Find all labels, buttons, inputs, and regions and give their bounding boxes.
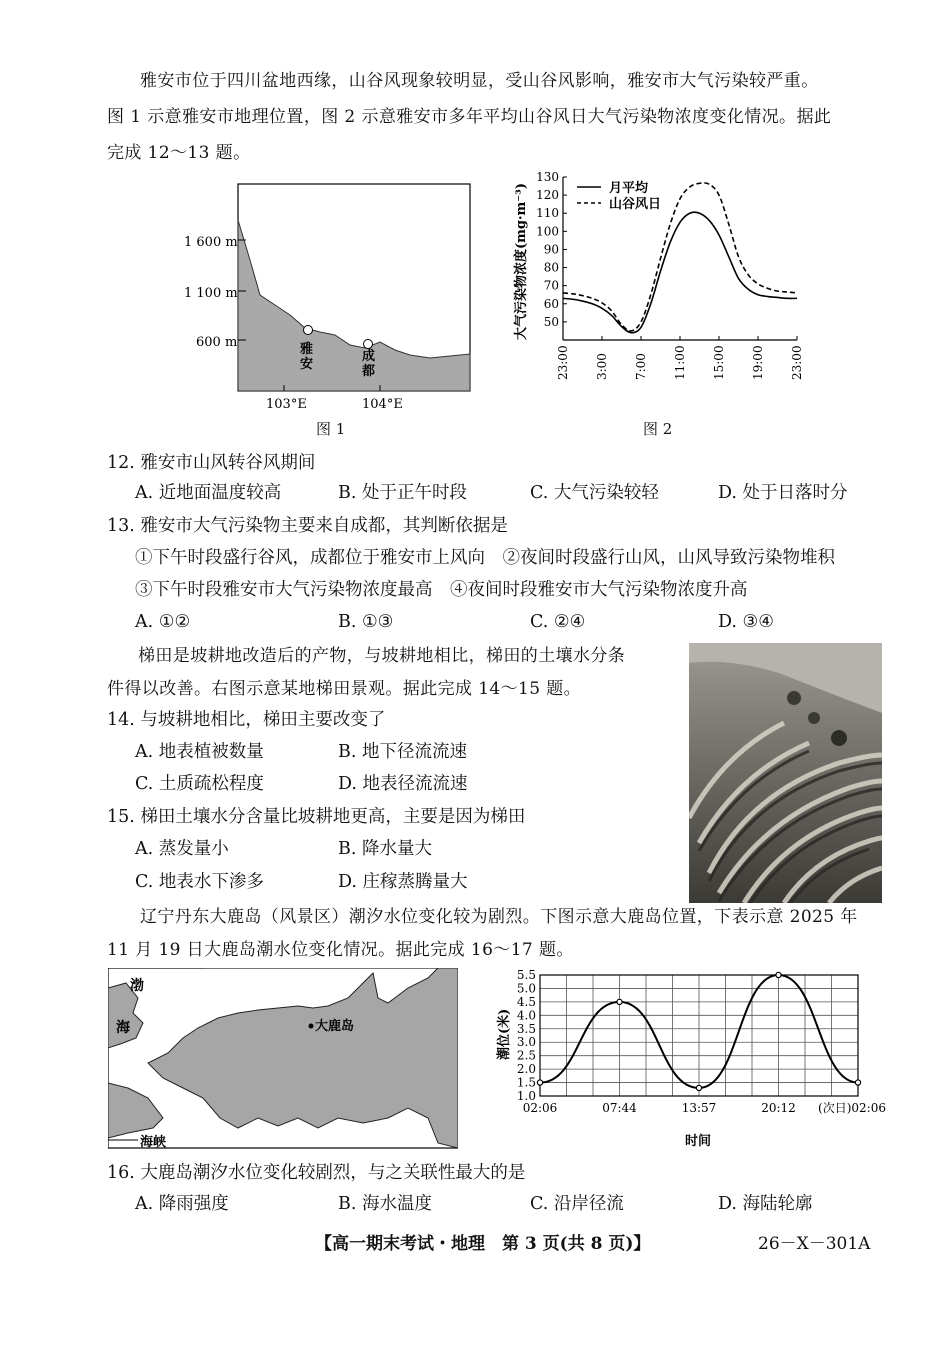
fig2-y-tick-label: 100 xyxy=(536,224,559,239)
chengdu-marker xyxy=(364,340,373,349)
fig2-x-tick-label: 15:00 xyxy=(712,345,726,380)
dalu-island-dot xyxy=(309,1024,314,1029)
y-label-1100: 1 100 m xyxy=(184,286,238,301)
tide-y-tick-label: 4.5 xyxy=(516,994,536,1009)
legend-monthly: 月平均 xyxy=(609,181,649,196)
q14-stem: 14. 与坡耕地相比，梯田主要改变了 xyxy=(107,710,386,730)
q13-option-c[interactable]: C. ②④ xyxy=(530,612,586,632)
figure1-terrain-profile xyxy=(180,180,480,415)
chengdu-label-1: 成 xyxy=(362,349,376,364)
tide-y-tick-label: 5.5 xyxy=(516,968,536,982)
terrace-illustration xyxy=(689,643,882,903)
intro1-line2: 图 1 示意雅安市地理位置，图 2 示意雅安市多年平均山谷风日大气污染物浓度变化情况。据此 xyxy=(107,107,832,127)
fig2-y-axis-label: 大气污染物浓度(mg·m⁻³) xyxy=(514,183,529,340)
fig2-y-tick-label: 90 xyxy=(543,242,559,257)
q13-option-b[interactable]: B. ①③ xyxy=(338,612,394,632)
tide-y-tick-label: 4.0 xyxy=(516,1008,536,1023)
intro2-line1: 梯田是坡耕地改造后的产物，与坡耕地相比，梯田的土壤水分条 xyxy=(138,646,626,666)
intro2-line2: 件得以改善。右图示意某地梯田景观。据此完成 14～15 题。 xyxy=(107,679,582,699)
q12-stem: 12. 雅安市山风转谷风期间 xyxy=(107,453,316,473)
legend-valley: 山谷风日 xyxy=(609,197,662,212)
footer-page-info: 【高一期末考试・地理 第 3 页(共 8 页)】 xyxy=(315,1234,651,1254)
tide-x-axis-label: 时间 xyxy=(685,1134,712,1149)
y-label-600: 600 m xyxy=(196,335,238,350)
figure2-pollution-chart xyxy=(505,165,815,415)
terrace-photo xyxy=(689,643,882,903)
map-label-strait: 海峡 xyxy=(140,1135,167,1150)
terrain-area xyxy=(238,220,470,391)
intro1-line1: 雅安市位于四川盆地西缘，山谷风现象较明显，受山谷风影响，雅安市大气污染较严重。 xyxy=(140,71,819,91)
q16-option-d[interactable]: D. 海陆轮廓 xyxy=(718,1194,813,1214)
tide-y-tick-label: 3.0 xyxy=(516,1035,536,1050)
q14-option-c[interactable]: C. 土质疏松程度 xyxy=(135,774,264,794)
tide-point xyxy=(855,1080,860,1085)
dalu-island-map xyxy=(108,968,458,1151)
tide-y-tick-label: 2.5 xyxy=(516,1048,536,1063)
map-label-island: 大鹿岛 xyxy=(315,1019,355,1034)
fig2-x-tick-label: 23:00 xyxy=(790,345,804,380)
fig2-y-tick-label: 110 xyxy=(536,206,559,221)
fig2-y-tick-label: 70 xyxy=(543,278,559,293)
q13-item-line1: ①下午时段盛行谷风，成都位于雅安市上风向 ②夜间时段盛行山风，山风导致污染物堆积 xyxy=(135,548,835,568)
fig2-y-tick-label: 120 xyxy=(536,188,559,203)
q16-option-c[interactable]: C. 沿岸径流 xyxy=(530,1194,624,1214)
x-label-104: 104°E xyxy=(362,397,403,412)
tide-y-tick-label: 2.0 xyxy=(516,1062,536,1077)
q14-option-b[interactable]: B. 地下径流流速 xyxy=(338,742,467,762)
q13-item-line2: ③下午时段雅安市大气污染物浓度最高 ④夜间时段雅安市大气污染物浓度升高 xyxy=(135,580,748,600)
tide-x-tick-label: 02:06 xyxy=(522,1101,558,1115)
y-label-1600: 1 600 m xyxy=(184,235,238,250)
series-monthly-average xyxy=(563,212,797,333)
tide-y-axis-label: 潮位(米) xyxy=(497,1008,512,1060)
tide-y-tick-label: 3.5 xyxy=(516,1021,536,1036)
q15-option-c[interactable]: C. 地表水下渗多 xyxy=(135,872,264,892)
q12-option-b[interactable]: B. 处于正午时段 xyxy=(338,483,467,503)
q13-stem: 13. 雅安市大气污染物主要来自成都，其判断依据是 xyxy=(107,516,508,536)
x-label-103: 103°E xyxy=(266,397,307,412)
yaan-label-2: 安 xyxy=(300,357,314,372)
q12-option-c[interactable]: C. 大气污染较轻 xyxy=(530,483,659,503)
tide-point xyxy=(776,972,781,977)
tide-point xyxy=(696,1085,701,1090)
yaan-marker xyxy=(304,326,313,335)
fig2-x-tick-label: 7:00 xyxy=(634,353,648,380)
fig2-x-tick-label: 3:00 xyxy=(595,353,609,380)
q13-option-d[interactable]: D. ③④ xyxy=(718,612,774,632)
q16-option-a[interactable]: A. 降雨强度 xyxy=(135,1194,229,1214)
figure1-caption: 图 1 xyxy=(316,420,346,438)
q15-option-b[interactable]: B. 降水量大 xyxy=(338,839,432,859)
fig2-x-tick-label: 11:00 xyxy=(673,345,687,380)
series-valley-wind-day xyxy=(563,183,797,331)
fig2-x-tick-label: 23:00 xyxy=(556,345,570,380)
figure2-caption: 图 2 xyxy=(643,420,673,438)
q13-option-a[interactable]: A. ①② xyxy=(135,612,191,632)
tide-x-tick-label: 20:12 xyxy=(761,1101,796,1115)
q12-option-d[interactable]: D. 处于日落时分 xyxy=(718,483,848,503)
q14-option-d[interactable]: D. 地表径流流速 xyxy=(338,774,468,794)
fig2-y-tick-label: 60 xyxy=(543,296,559,311)
tide-point xyxy=(617,999,622,1004)
map-label-sea2: 海 xyxy=(116,1020,130,1036)
tide-y-tick-label: 5.0 xyxy=(516,981,536,996)
q16-stem: 16. 大鹿岛潮汐水位变化较剧烈，与之关联性最大的是 xyxy=(107,1163,526,1183)
yaan-label-1: 雅 xyxy=(300,342,314,357)
chengdu-label-2: 都 xyxy=(362,364,376,379)
tide-x-tick-label: 13:57 xyxy=(681,1101,717,1115)
q16-option-b[interactable]: B. 海水温度 xyxy=(338,1194,432,1214)
footer-exam-code: 26－X－301A xyxy=(758,1234,871,1254)
q14-option-a[interactable]: A. 地表植被数量 xyxy=(135,742,264,762)
tide-y-tick-label: 1.5 xyxy=(516,1075,536,1090)
intro3-line1: 辽宁丹东大鹿岛（风景区）潮汐水位变化较为剧烈。下图示意大鹿岛位置，下表示意 2025 年 xyxy=(140,907,858,927)
fig2-x-tick-label: 19:00 xyxy=(751,345,765,380)
tide-x-tick-label: (次日)02:06 xyxy=(818,1101,886,1115)
tide-chart xyxy=(488,965,888,1150)
q15-option-d[interactable]: D. 庄稼蒸腾量大 xyxy=(338,872,468,892)
tide-point xyxy=(537,1080,542,1085)
tide-x-tick-label: 07:44 xyxy=(602,1101,637,1115)
fig2-y-tick-label: 80 xyxy=(543,260,559,275)
q15-stem: 15. 梯田土壤水分含量比坡耕地更高，主要是因为梯田 xyxy=(107,807,526,827)
intro3-line2: 11 月 19 日大鹿岛潮水位变化情况。据此完成 16～17 题。 xyxy=(107,940,574,960)
q12-option-a[interactable]: A. 近地面温度较高 xyxy=(135,483,282,503)
fig2-y-tick-label: 50 xyxy=(543,314,559,329)
fig2-y-tick-label: 130 xyxy=(536,170,559,184)
q15-option-a[interactable]: A. 蒸发量小 xyxy=(135,839,229,859)
tide-y-tick-label: 1.0 xyxy=(516,1089,536,1103)
intro1-line3: 完成 12～13 题。 xyxy=(107,143,251,163)
map-label-sea1: 渤 xyxy=(130,978,144,994)
